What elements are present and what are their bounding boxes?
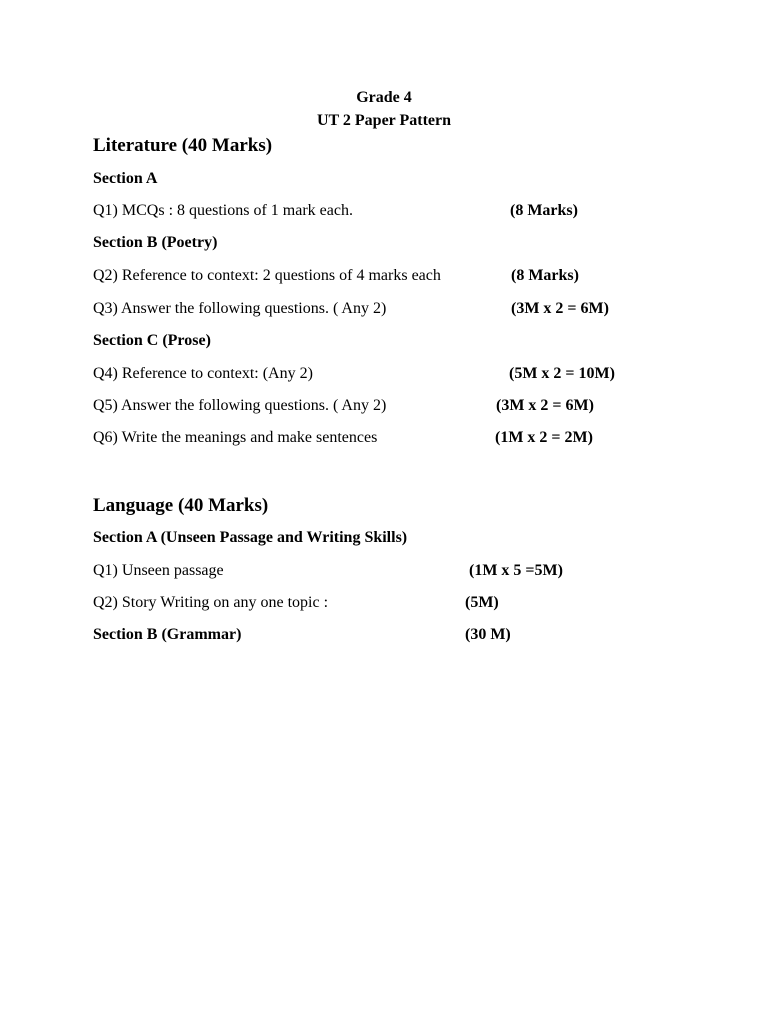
language-section-b: Section B (Grammar) bbox=[93, 626, 242, 643]
language-section-a: Section A (Unseen Passage and Writing Skills) bbox=[93, 529, 408, 546]
language-q2-text: Q2) Story Writing on any one topic : bbox=[93, 594, 329, 611]
paper-pattern-title: UT 2 Paper Pattern bbox=[316, 112, 452, 129]
literature-q5-marks: (3M x 2 = 6M) bbox=[496, 397, 594, 414]
literature-q2-marks: (8 Marks) bbox=[511, 267, 579, 284]
literature-section-c: Section C (Prose) bbox=[93, 332, 211, 349]
literature-q2-text: Q2) Reference to context: 2 questions of 4 marks each bbox=[93, 267, 441, 284]
literature-q6-marks: (1M x 2 = 2M) bbox=[495, 429, 593, 446]
literature-q4-marks: (5M x 2 = 10M) bbox=[509, 365, 615, 382]
literature-section-b: Section B (Poetry) bbox=[93, 234, 218, 251]
literature-section-a: Section A bbox=[93, 170, 158, 187]
language-q1-text: Q1) Unseen passage bbox=[93, 562, 224, 579]
literature-q1-marks: (8 Marks) bbox=[510, 202, 578, 219]
literature-q1-text: Q1) MCQs : 8 questions of 1 mark each. bbox=[93, 202, 353, 219]
grade-title: Grade 4 bbox=[356, 89, 412, 106]
literature-q3-marks: (3M x 2 = 6M) bbox=[511, 300, 609, 317]
literature-q3-text: Q3) Answer the following questions. ( Any 2) bbox=[93, 300, 387, 317]
language-heading: Language (40 Marks) bbox=[93, 495, 269, 516]
literature-q4-text: Q4) Reference to context: (Any 2) bbox=[93, 365, 313, 382]
language-q1-marks: (1M x 5 =5M) bbox=[469, 562, 563, 579]
language-section-b-marks: (30 M) bbox=[465, 626, 511, 643]
language-q2-marks: (5M) bbox=[465, 594, 499, 611]
literature-q6-text: Q6) Write the meanings and make sentences bbox=[93, 429, 378, 446]
literature-heading: Literature (40 Marks) bbox=[93, 135, 273, 156]
literature-q5-text: Q5) Answer the following questions. ( Any 2) bbox=[93, 397, 387, 414]
